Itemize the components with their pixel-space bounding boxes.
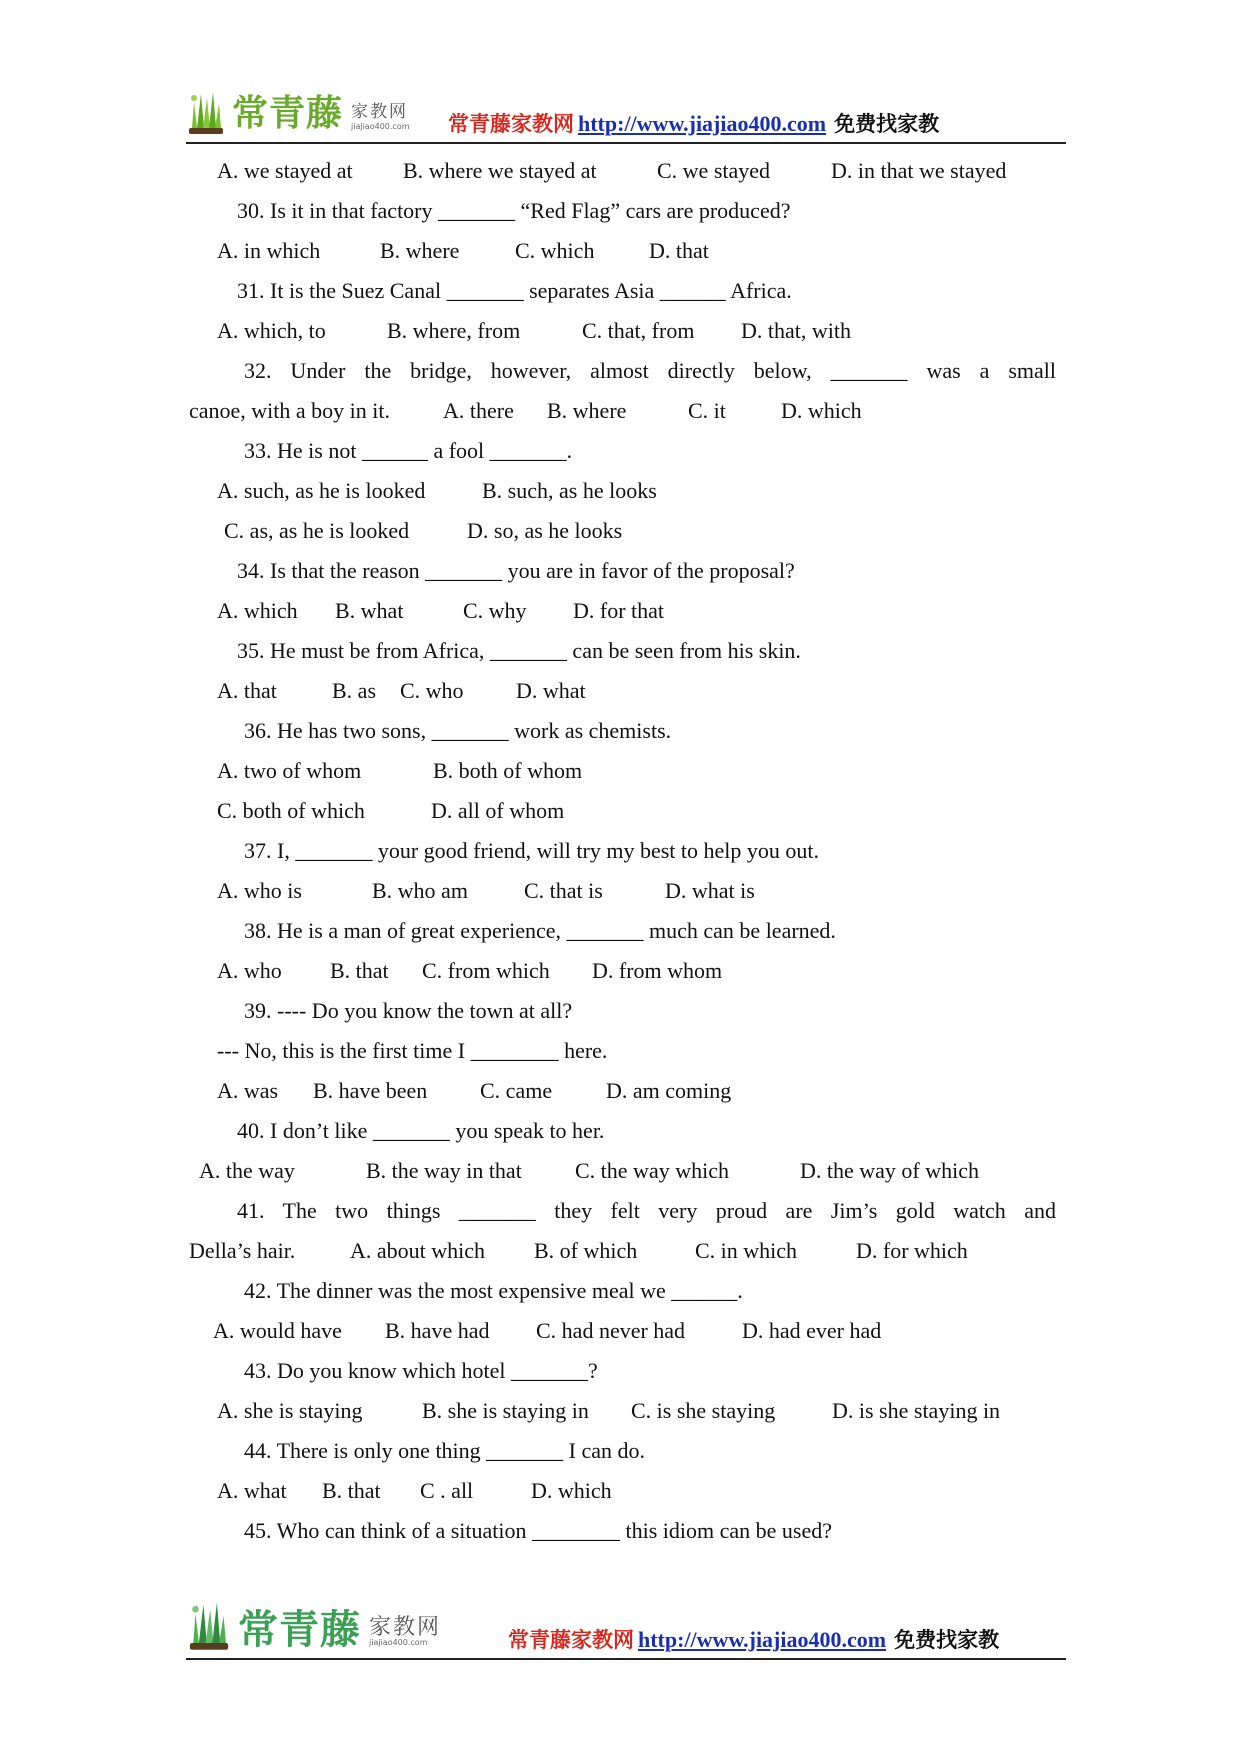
option-b: B. the way in that: [366, 1158, 522, 1183]
slogan: 免费找家教: [894, 1628, 1000, 1652]
option-d: D. all of whom: [431, 798, 565, 823]
question-45: 45. Who can think of a situation ________ this idiom can be used?: [244, 1518, 832, 1543]
question-41: 41. The two things _______ they felt very proud are Jim’s gold watch and: [237, 1198, 1056, 1223]
option-a: A. would have: [213, 1318, 342, 1343]
option-d: D. what is: [665, 878, 755, 903]
option-b: B. where: [380, 238, 460, 263]
option-d: D. that, with: [741, 318, 851, 343]
option-d: D. had ever had: [742, 1318, 882, 1343]
footer-rule: [186, 1658, 1066, 1660]
logo-url: jiajiao400.com: [351, 122, 410, 131]
question-37: 37. I, _______ your good friend, will try my best to help you out.: [244, 838, 819, 863]
option-b: B. that: [330, 958, 389, 983]
site-name: 常青藤家教网: [508, 1628, 634, 1652]
header-banner: [448, 108, 939, 138]
option-b: B. where we stayed at: [403, 158, 597, 183]
site-name: 常青藤家教网: [448, 112, 574, 136]
option-b: B. what: [335, 598, 404, 623]
header-rule: [186, 142, 1066, 144]
option-b: B. such, as he looks: [482, 478, 657, 503]
option-a: A. in which: [217, 238, 321, 263]
option-a: A. who: [217, 958, 282, 983]
question-40: 40. I don’t like _______ you speak to her.: [237, 1118, 605, 1143]
option-b: B. both of whom: [433, 758, 583, 783]
option-c: C. as, as he is looked: [224, 518, 410, 543]
footer-logo: [186, 1592, 441, 1652]
question-33: 33. He is not ______ a fool _______.: [244, 438, 573, 463]
option-a: A. that: [217, 678, 277, 703]
option-c: C. is she staying: [631, 1398, 776, 1423]
option-b: B. that: [322, 1478, 381, 1503]
option-d: D. in that we stayed: [831, 158, 1007, 183]
question-31: 31. It is the Suez Canal _______ separates Asia ______ Africa.: [237, 278, 792, 303]
option-d: D. so, as he looks: [467, 518, 623, 543]
option-d: D. is she staying in: [832, 1398, 1001, 1423]
option-a: A. what: [217, 1478, 287, 1503]
question-text: Della’s hair.: [189, 1238, 296, 1263]
option-b: B. where, from: [387, 318, 521, 343]
option-b: B. have had: [385, 1318, 490, 1343]
option-c: C. it: [688, 398, 726, 423]
option-b: B. of which: [534, 1238, 638, 1263]
option-c: C. why: [463, 598, 527, 623]
option-a: A. was: [217, 1078, 279, 1103]
footer-banner: [508, 1624, 999, 1654]
option-a: A. two of whom: [217, 758, 362, 783]
option-c: C. that is: [524, 878, 603, 903]
option-c: C. who: [400, 678, 464, 703]
option-d: D. from whom: [592, 958, 723, 983]
question-36: 36. He has two sons, _______ work as chemists.: [244, 718, 672, 743]
question-39: 39. ---- Do you know the town at all?: [244, 998, 573, 1023]
question-34: 34. Is that the reason _______ you are in favor of the proposal?: [237, 558, 795, 583]
option-c: C . all: [420, 1478, 474, 1503]
option-b: B. who am: [372, 878, 468, 903]
option-d: D. which: [781, 398, 862, 423]
question-30: 30. Is it in that factory _______ “Red Flag” cars are produced?: [237, 198, 791, 223]
option-d: D. for that: [573, 598, 665, 623]
option-b: B. she is staying in: [422, 1398, 589, 1423]
option-b: B. where: [547, 398, 627, 423]
option-b: B. as: [332, 678, 376, 703]
logo-text: 常青藤: [232, 93, 344, 134]
option-c: C. which: [515, 238, 595, 263]
question-44: 44. There is only one thing _______ I can do.: [244, 1438, 646, 1463]
option-a: A. the way: [199, 1158, 295, 1183]
logo-subtitle: 家教网: [369, 1615, 442, 1640]
option-a: A. who is: [217, 878, 302, 903]
option-b: B. have been: [313, 1078, 428, 1103]
question-42: 42. The dinner was the most expensive meal we ______.: [244, 1278, 743, 1303]
page-header: [186, 74, 1066, 144]
logo-url: jiajiao400.com: [369, 1638, 428, 1647]
option-a: A. about which: [350, 1238, 486, 1263]
option-c: C. both of which: [217, 798, 365, 823]
option-a: A. which: [217, 598, 298, 623]
option-d: D. which: [531, 1478, 612, 1503]
option-d: D. am coming: [606, 1078, 732, 1103]
question-text: canoe, with a boy in it.: [189, 398, 391, 423]
option-d: D. what: [516, 678, 586, 703]
option-c: C. we stayed: [657, 158, 771, 183]
option-c: C. from which: [422, 958, 550, 983]
option-c: C. in which: [695, 1238, 798, 1263]
question-35: 35. He must be from Africa, _______ can be seen from his skin.: [237, 638, 801, 663]
logo-subtitle: 家教网: [351, 102, 409, 122]
logo-text: 常青藤: [238, 1607, 361, 1653]
option-a: A. which, to: [217, 318, 326, 343]
option-a: A. she is staying: [217, 1398, 363, 1423]
option-d: D. the way of which: [800, 1158, 980, 1183]
question-32: 32. Under the bridge, however, almost directly below, _______ was a small: [244, 358, 1056, 383]
site-link[interactable]: http://www.jiajiao400.com: [638, 1627, 887, 1652]
option-c: C. came: [480, 1078, 553, 1103]
option-a: A. such, as he is looked: [217, 478, 426, 503]
grass-logo-icon: [186, 1598, 232, 1652]
question-39-reply: --- No, this is the first time I ________ here.: [217, 1038, 608, 1063]
option-c: C. the way which: [575, 1158, 729, 1183]
option-c: C. had never had: [536, 1318, 686, 1343]
option-d: D. that: [649, 238, 709, 263]
page-footer: [186, 1590, 1066, 1660]
option-a: A. there: [443, 398, 514, 423]
option-a: A. we stayed at: [217, 158, 353, 183]
question-38: 38. He is a man of great experience, _______ much can be learned.: [244, 918, 836, 943]
option-c: C. that, from: [582, 318, 695, 343]
site-link[interactable]: http://www.jiajiao400.com: [578, 111, 827, 136]
grass-logo-icon: [186, 88, 226, 136]
logo: [186, 76, 410, 136]
option-d: D. for which: [856, 1238, 968, 1263]
slogan: 免费找家教: [834, 112, 940, 136]
question-43: 43. Do you know which hotel _______?: [244, 1358, 598, 1383]
